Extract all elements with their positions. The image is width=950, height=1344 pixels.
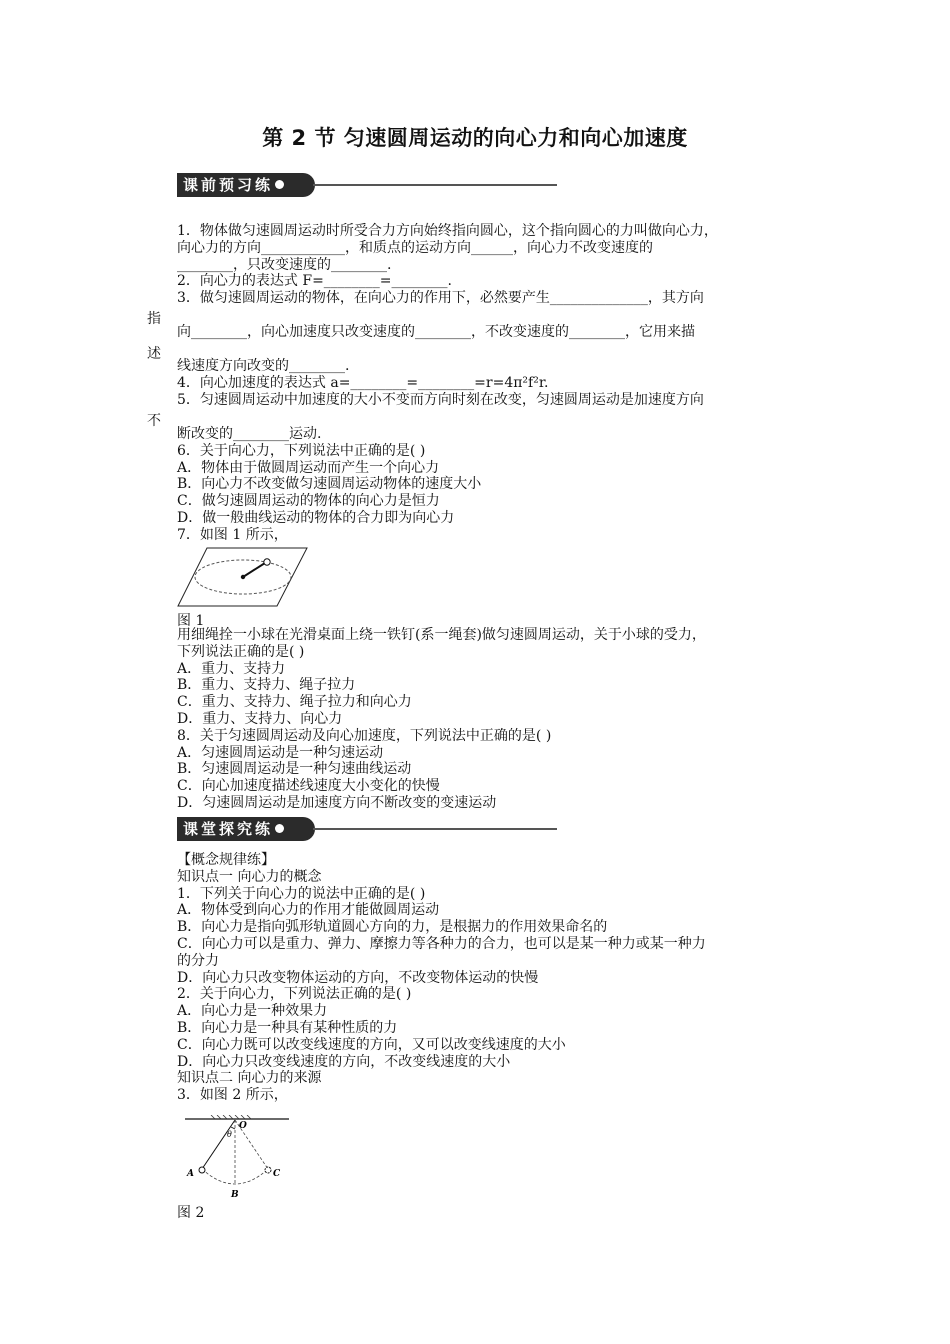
bob-c xyxy=(265,1167,271,1173)
section-rule xyxy=(313,184,557,186)
text-line: 下列说法正确的是( ) xyxy=(177,643,305,660)
side-char: 指 xyxy=(147,311,161,327)
text-line: B．向心力是指向弧形轨道圆心方向的力，是根据力的作用效果命名的 xyxy=(177,919,608,936)
text-line: 5．匀速圆周运动中加速度的大小不变而方向时刻在改变，匀速圆周运动是加速度方向 xyxy=(177,391,704,408)
label-theta: θ xyxy=(227,1130,232,1139)
text-line: 3．做匀速圆周运动的物体，在向心力的作用下，必然要产生______________，其方向 xyxy=(177,290,704,307)
text-line: 的分力 xyxy=(177,952,219,969)
section-banner-preview xyxy=(177,173,557,197)
text-line: 用细绳拴一小球在光滑桌面上绕一铁钉(系一绳套)做匀速圆周运动，关于小球的受力， xyxy=(177,627,706,643)
figure-2-caption: 图 2 xyxy=(177,1205,205,1221)
figure-2-pendulum xyxy=(181,1115,293,1201)
text-line: A．物体由于做圆周运动而产生一个向心力 xyxy=(177,459,440,476)
text-line: 7．如图 1 所示， xyxy=(177,526,288,543)
text-line: 4．向心加速度的表达式 a=________=________=r=4π²f²r. xyxy=(177,374,549,391)
question-block-4 xyxy=(177,852,706,1104)
text-line: 1．物体做匀速圆周运动时所受合力方向始终指向圆心，这个指向圆心的力叫做向心力， xyxy=(177,223,718,239)
section-rule xyxy=(313,828,557,830)
text-line: C．向心力既可以改变线速度的方向，又可以改变线速度的大小 xyxy=(177,1036,566,1053)
text-line: B．匀速圆周运动是一种匀速曲线运动 xyxy=(177,761,412,778)
text-line: 6．关于向心力，下列说法中正确的是( ) xyxy=(177,442,426,459)
text-line: 8．关于匀速圆周运动及向心加速度，下列说法中正确的是( ) xyxy=(177,727,552,744)
section-label: 课堂探究练 xyxy=(183,820,274,838)
ball xyxy=(264,559,270,565)
side-char: 述 xyxy=(147,346,161,362)
figure-1-caption: 图 1 xyxy=(177,613,205,629)
text-line: D．重力、支持力、向心力 xyxy=(177,710,343,727)
text-line: A．向心力是一种效果力 xyxy=(177,1003,328,1020)
text-line: 向________，向心加速度只改变速度的________，不改变速度的________，它用来描 xyxy=(177,324,695,340)
text-line: D．做一般曲线运动的物体的合力即为向心力 xyxy=(177,509,455,526)
figure-1-circular-motion xyxy=(177,546,309,608)
question-block-3 xyxy=(177,627,706,812)
text-line: C．重力、支持力、绳子拉力和向心力 xyxy=(177,694,412,711)
text-line: 线速度方向改变的________. xyxy=(177,358,350,374)
label-c: C xyxy=(273,1169,281,1179)
bob-a xyxy=(199,1167,205,1173)
text-line: 2．关于向心力，下列说法正确的是( ) xyxy=(177,986,412,1003)
page-title: 第 2 节 匀速圆周运动的向心力和向心加速度 xyxy=(262,126,688,150)
text-line: A．物体受到向心力的作用才能做圆周运动 xyxy=(177,902,440,919)
text-line: D．匀速圆周运动是加速度方向不断改变的变速运动 xyxy=(177,794,497,811)
section-label: 课前预习练 xyxy=(183,176,274,194)
text-line: C．向心力可以是重力、弹力、摩擦力等各种力的合力，也可以是某一种力或某一种力 xyxy=(177,935,706,952)
string xyxy=(243,563,265,577)
text-line: 断改变的________运动. xyxy=(177,426,322,442)
text-line: 向心力的方向____________，和质点的运动方向______，向心力不改变速度的 xyxy=(177,239,653,256)
text-line: A．匀速圆周运动是一种匀速运动 xyxy=(177,744,384,761)
text-line: B．重力、支持力、绳子拉力 xyxy=(177,677,356,694)
text-line: C．向心加速度描述线速度大小变化的快慢 xyxy=(177,778,440,795)
question-3-line-b xyxy=(177,324,695,341)
question-block-1 xyxy=(177,223,718,307)
pendulum-string xyxy=(202,1120,235,1169)
text-line: 知识点一 向心力的概念 xyxy=(177,868,322,885)
text-line: 【概念规律练】 xyxy=(177,852,275,868)
bullet-dot-icon xyxy=(275,824,284,833)
question-block-2 xyxy=(177,426,481,544)
side-char: 不 xyxy=(147,413,161,429)
section-banner-classroom xyxy=(177,817,557,841)
text-line: 知识点二 向心力的来源 xyxy=(177,1070,322,1087)
text-line: C．做匀速圆周运动的物体的向心力是恒力 xyxy=(177,493,440,510)
question-3-line-c xyxy=(177,358,704,408)
text-line: ________，只改变速度的________. xyxy=(177,256,392,273)
nail xyxy=(241,575,245,579)
label-b: B xyxy=(231,1190,239,1200)
text-line: A．重力、支持力 xyxy=(177,660,286,677)
text-line: B．向心力是一种具有某种性质的力 xyxy=(177,1019,398,1036)
text-line: 2．向心力的表达式 F=________=________. xyxy=(177,273,452,290)
text-line: 1．下列关于向心力的说法中正确的是( ) xyxy=(177,885,426,902)
text-line: B．向心力不改变做匀速圆周运动物体的速度大小 xyxy=(177,476,482,493)
label-a: A xyxy=(187,1169,194,1179)
text-line: D．向心力只改变线速度的方向，不改变线速度的大小 xyxy=(177,1053,511,1070)
text-line: 3．如图 2 所示， xyxy=(177,1087,288,1104)
text-line: D．向心力只改变物体运动的方向，不改变物体运动的快慢 xyxy=(177,969,539,986)
bullet-dot-icon xyxy=(275,180,284,189)
label-o: O xyxy=(239,1121,247,1131)
